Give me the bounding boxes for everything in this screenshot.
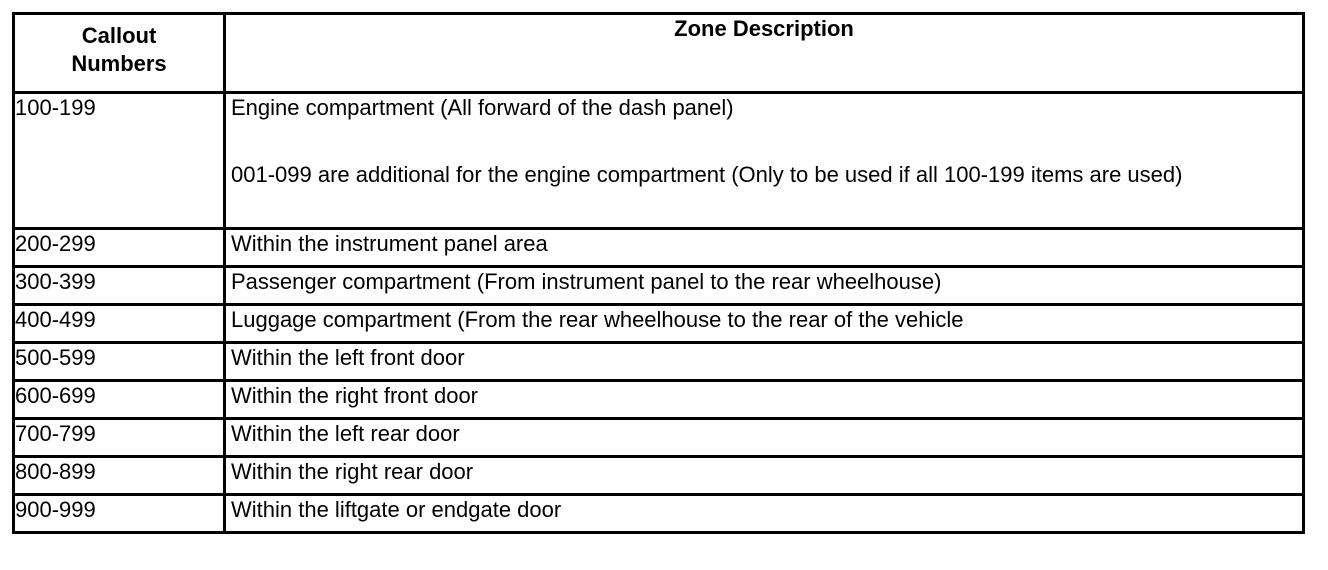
table-row [14,93,1304,229]
zone-table [12,12,1305,534]
zone-description-cell: Within the right front door [225,381,1304,419]
zone-description-cell: Within the right rear door [225,457,1304,495]
zone-description-cell [225,93,1304,229]
zone-description-note: 001-099 are additional for the engine compartment (Only to be used if all 100-199 items are used) [231,162,1183,187]
header-callout-line1: Callout [81,23,157,48]
callout-range-cell: 300-399 [14,267,225,305]
table-row [14,381,1304,419]
callout-range-cell: 400-499 [14,305,225,343]
zone-description-cell: Within the instrument panel area [225,229,1304,267]
callout-range-cell: 500-599 [14,343,225,381]
callout-range-cell: 900-999 [14,495,225,533]
zone-description-cell: Luggage compartment (From the rear wheelhouse to the rear of the vehicle [225,305,1304,343]
callout-range-cell: 700-799 [14,419,225,457]
header-callout-numbers [14,14,225,93]
header-row [14,14,1304,93]
zone-description-cell: Within the left rear door [225,419,1304,457]
callout-range-cell: 200-299 [14,229,225,267]
zone-description-cell: Within the left front door [225,343,1304,381]
callout-range-cell: 100-199 [14,93,225,229]
table-row [14,457,1304,495]
table-row [14,229,1304,267]
table-row [14,419,1304,457]
callout-range-cell: 800-899 [14,457,225,495]
table-row [14,305,1304,343]
table-row [14,343,1304,381]
header-callout-line2: Numbers [71,51,167,76]
header-zone-description: Zone Description [225,14,1304,93]
callout-range-cell: 600-699 [14,381,225,419]
zone-description-cell: Passenger compartment (From instrument panel to the rear wheelhouse) [225,267,1304,305]
table-row [14,495,1304,533]
zone-description-cell: Within the liftgate or endgate door [225,495,1304,533]
zone-description-text: Engine compartment (All forward of the dash panel) [231,95,734,120]
table-row [14,267,1304,305]
